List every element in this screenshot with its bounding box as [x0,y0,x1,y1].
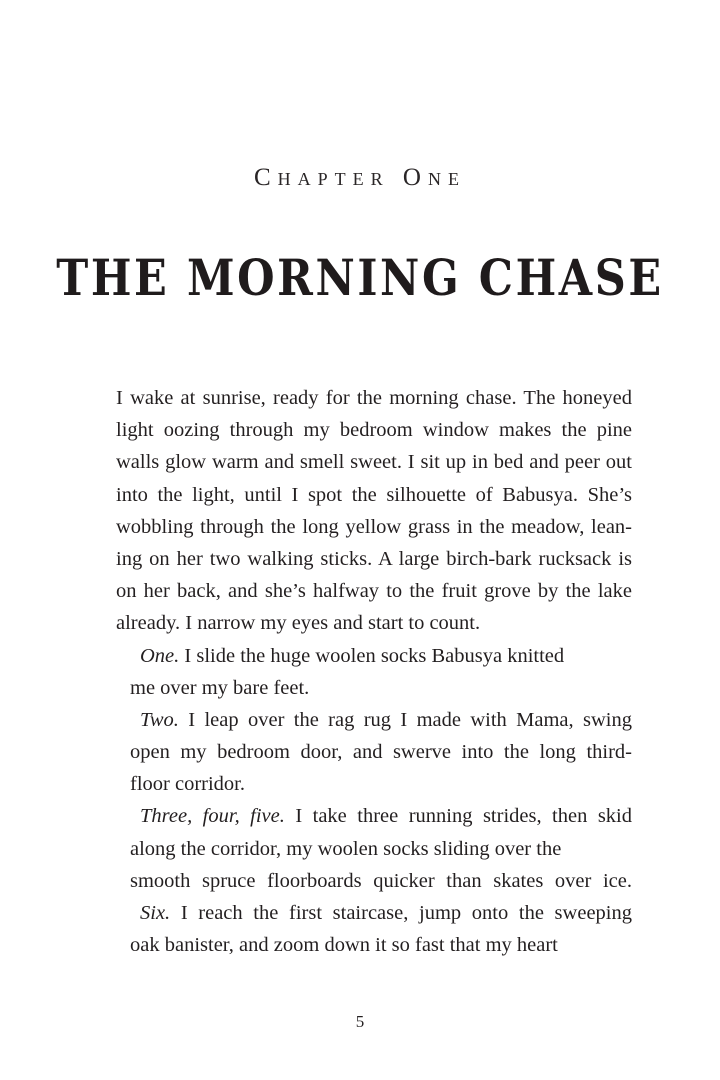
page-number: 5 [355,1012,365,1031]
text-line [116,640,632,672]
text-line: into the light, until I spot the silhouette of Babusya. She’s [116,483,632,506]
paragraph-5 [116,897,632,961]
text-line: ing on her two walking sticks. A large birch-bark rucksack is [116,547,632,570]
body-text [116,382,632,961]
count-lead: Six. [140,902,171,924]
paragraph-1 [116,382,632,640]
count-lead: One. [140,644,180,667]
text-line: walls glow warm and smell sweet. I sit up in bed and peer out [116,451,632,474]
paragraph-4 [116,800,632,897]
text-line: along the corridor, my woolen socks sliding over the [130,837,562,860]
text-line [116,800,632,832]
text-run: I slide the huge woolen socks Babusya knitted [179,644,565,667]
text-run: I reach the first staircase, jump onto the sweeping [170,902,632,924]
text-line: smooth spruce floorboards quicker than skates over ice. [130,869,632,892]
text-run: I take three running strides, then skid [284,805,632,828]
text-line: light oozing through my bedroom window makes the pine [116,419,632,442]
paragraph-2 [116,640,632,704]
chapter-label: Chapter One [254,164,466,191]
text-line: on her back, and she’s halfway to the fruit grove by the lake [116,580,632,603]
text-line: already. I narrow my eyes and start to count. [116,612,481,635]
text-run: I leap over the rag rug I made with Mama, swing [178,708,632,731]
text-line: I wake at sunrise, ready for the morning chase. The honeyed [116,387,632,409]
text-line: me over my bare feet. [130,676,310,699]
text-line: floor corridor. [130,773,245,796]
text-line: wobbling through the long yellow grass in the meadow, lean- [116,515,632,538]
text-line [116,897,632,929]
text-line: open my bedroom door, and swerve into the long third- [130,741,632,764]
count-lead: Three, four, five. [140,805,285,828]
paragraph-3 [116,704,632,801]
text-line [116,704,632,736]
text-line: oak banister, and zoom down it so fast that my heart [130,934,558,957]
count-lead: Two. [140,708,179,731]
chapter-title: THE MORNING CHASE [56,248,664,307]
